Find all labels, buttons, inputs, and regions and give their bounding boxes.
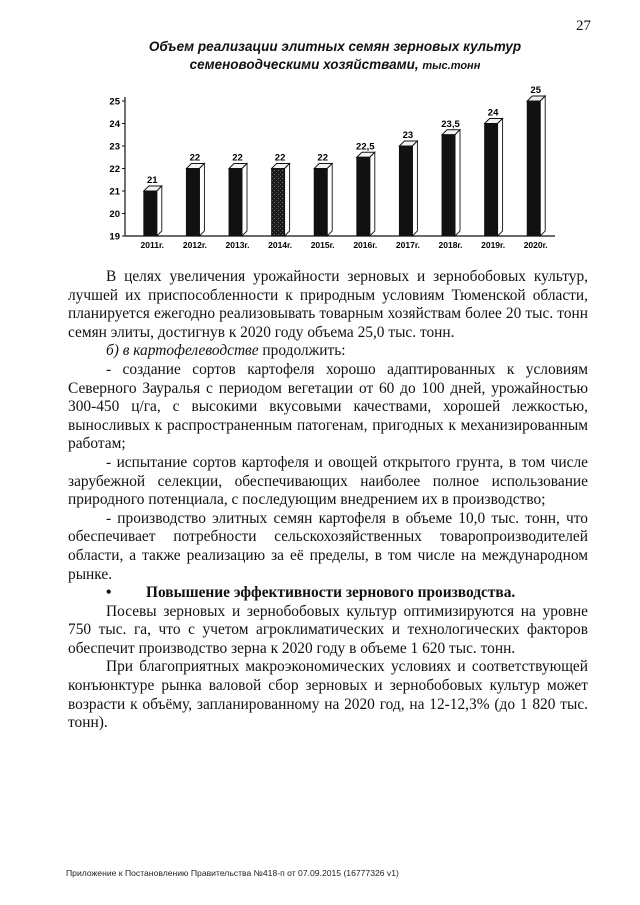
paragraph-potato-seeds: - производство элитных семян картофеля в объеме 10,0 тыс. тонн, что обеспечивает потребности сельскохозяйственных товаропроизводителей области, а также реализацию за её пределы, в том числе на международном рынке. bbox=[68, 509, 588, 583]
section-heading bbox=[68, 584, 588, 603]
paragraph-potato-varieties: - создание сортов картофеля хорошо адаптированных к условиям Северного Зауралья с периодом вегетации от 60 до 100 дней, урожайностью 300-450 ц/га, с высокими вкусовыми качествами, хорошей лежкостью, выносливых к распространенным патогенам, пригодных к механизированным работам; bbox=[68, 360, 588, 453]
paragraph-potato-testing: - испытание сортов картофеля и овощей открытого грунта, в том числе зарубежной селекции, обеспечивающих наиболее полное использование природного потенциала, с последующим внедрением их в производство; bbox=[68, 453, 588, 509]
bar bbox=[485, 124, 498, 237]
x-tick-label: 2016г. bbox=[353, 240, 378, 250]
y-tick-label: 22 bbox=[109, 164, 120, 175]
section-heading-text: Повышение эффективности зернового производства. bbox=[146, 584, 516, 602]
bar-value-label: 22 bbox=[317, 152, 328, 164]
bar-side-face bbox=[370, 152, 375, 236]
x-tick-label: 2011г. bbox=[140, 240, 165, 250]
paragraph-grain-crops: Посевы зерновых и зернобобовых культур оптимизируются на уровне 750 тыс. га, что с учетом агроклиматических и технологических факторов обеспечит производство зерна к 2020 году в объеме 1 620 тыс. тонн. bbox=[68, 602, 588, 657]
x-tick-label: 2019г. bbox=[481, 240, 506, 250]
paragraph-grain-harvest: При благоприятных макроэкономических условиях и соответствующей конъюнктуре рынка валовой сбор зерновых и зернобобовых культур может возрасти к объёму, запланированному на 2020 год, на 12-12,3% (до 1 820 тыс. тонн). bbox=[68, 658, 588, 732]
bar-side-face bbox=[455, 130, 460, 236]
bar-side-face bbox=[327, 164, 332, 237]
bar-value-label: 23 bbox=[402, 130, 414, 141]
chart-title bbox=[100, 38, 570, 75]
bar bbox=[229, 169, 242, 237]
bar-value-label: 22,5 bbox=[356, 141, 375, 153]
x-tick-label: 2018г. bbox=[438, 240, 463, 250]
bar-side-face bbox=[199, 164, 204, 237]
bar-value-label: 22 bbox=[232, 152, 243, 164]
chart-title-line-2 bbox=[100, 56, 570, 75]
bar-chart bbox=[105, 85, 565, 255]
bar bbox=[314, 169, 327, 237]
chart-title-unit: тыс.тонн bbox=[422, 60, 481, 72]
bar-side-face bbox=[540, 96, 545, 236]
bar-side-face bbox=[498, 119, 503, 237]
bar-side-face bbox=[157, 186, 162, 236]
bar-value-label: 25 bbox=[530, 85, 541, 96]
chart-title-line-1: Объем реализации элитных семян зерновых культур bbox=[148, 39, 522, 54]
footer-note: Приложение к Постановлению Правительства №418-п от 07.09.2015 (16777326 v1) bbox=[66, 868, 399, 878]
y-tick-label: 25 bbox=[109, 96, 120, 108]
bar-side-face bbox=[285, 164, 290, 237]
y-tick-label: 20 bbox=[109, 209, 120, 220]
x-tick-label: 2012г. bbox=[182, 240, 207, 250]
potato-intro-rest: продолжить: bbox=[258, 342, 346, 360]
x-tick-label: 2020г. bbox=[523, 240, 548, 250]
potato-subheading: б) в картофелеводстве bbox=[106, 342, 259, 360]
bar-value-label: 22 bbox=[274, 152, 286, 164]
bar-value-label: 24 bbox=[487, 107, 499, 119]
y-tick-label: 21 bbox=[109, 186, 120, 198]
x-tick-label: 2014г. bbox=[268, 240, 293, 250]
bar-side-face bbox=[412, 141, 417, 236]
bullet-icon: • bbox=[106, 584, 112, 602]
bar bbox=[527, 101, 540, 236]
chart-title-line-2-text: семеноводческими хозяйствами, bbox=[189, 57, 419, 72]
x-tick-label: 2013г. bbox=[225, 240, 250, 250]
paragraph-potato-intro bbox=[68, 342, 588, 361]
page-number: 27 bbox=[576, 18, 591, 34]
paragraph-seeds: В целях увеличения урожайности зерновых и зернобобовых культур, лучшей их приспособленности к природным условиям Тюменской области, планируется ежегодно реализовывать товарным хозяйствам более 20 тыс. тонн семян элиты, достигнув к 2020 году объема 25,0 тыс. тонн. bbox=[68, 268, 588, 341]
bar bbox=[399, 146, 412, 236]
x-tick-label: 2015г. bbox=[310, 240, 335, 250]
bar-value-label: 23,5 bbox=[441, 118, 460, 130]
bar bbox=[442, 135, 455, 236]
bar-value-label: 21 bbox=[147, 175, 158, 186]
bar bbox=[357, 157, 370, 236]
bar-side-face bbox=[242, 164, 247, 237]
bar bbox=[272, 169, 285, 237]
bar bbox=[186, 169, 199, 237]
bar bbox=[144, 191, 157, 236]
bar-value-label: 22 bbox=[189, 152, 201, 164]
x-tick-label: 2017г. bbox=[395, 240, 420, 250]
y-tick-label: 23 bbox=[109, 141, 120, 153]
y-tick-label: 19 bbox=[109, 231, 120, 243]
body-text bbox=[68, 268, 588, 733]
y-tick-label: 24 bbox=[109, 119, 120, 130]
